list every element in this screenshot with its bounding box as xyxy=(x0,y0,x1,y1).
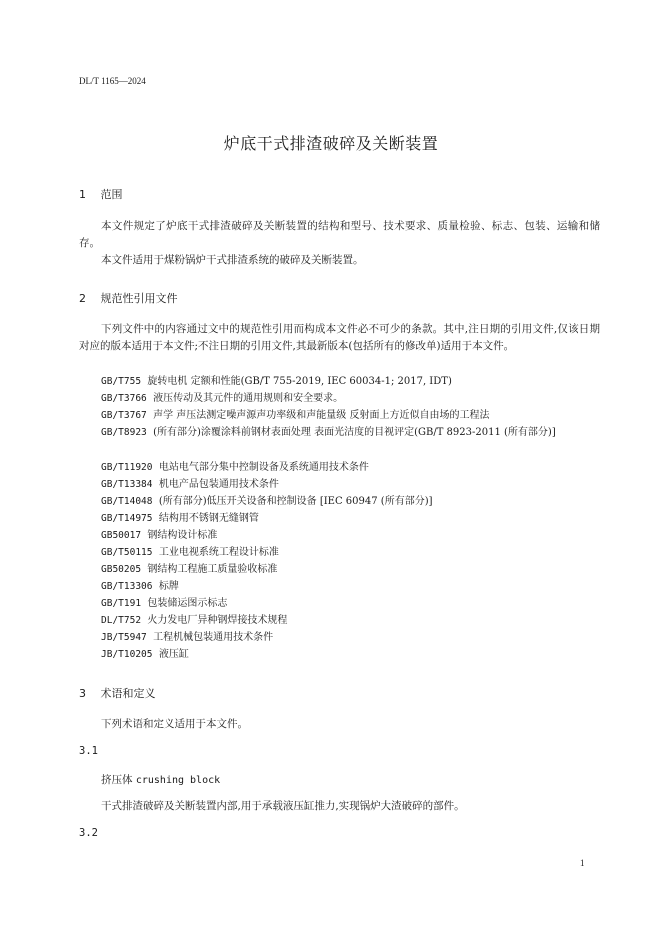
clause-number: 3.2 xyxy=(79,827,98,839)
reference-code: GB50205 xyxy=(101,564,142,575)
reference-code: GB/T50115 xyxy=(101,547,153,558)
term-english: crushing block xyxy=(135,775,221,786)
reference-code: GB/T3766 xyxy=(101,393,147,404)
section-number: 3 xyxy=(79,687,86,700)
paragraph: 下列文件中的内容通过文中的规范性引用而构成本文件必不可少的条款。其中,注日期的引用文件,仅该日期对应的版本适用于本文件;不注日期的引用文件,其最新版本(包括所有的修改单)适用于本文件。 xyxy=(79,323,600,352)
reference-code: GB/T13384 xyxy=(101,479,153,490)
reference-item xyxy=(79,646,600,663)
reference-title: (所有部分)涂覆涂料前钢材表面处理 表面光洁度的目视评定(GB/T 8923-2011 (所有部分)] xyxy=(153,427,556,438)
paragraph: 下列术语和定义适用于本文件。 xyxy=(101,718,248,730)
section-3-heading xyxy=(79,685,156,701)
reference-code: GB50017 xyxy=(101,530,142,541)
reference-title: 火力发电厂异种钢焊接技术规程 xyxy=(147,615,288,626)
reference-title: 包装储运图示标志 xyxy=(147,598,228,609)
reference-title: 机电产品包装通用技术条件 xyxy=(158,479,279,490)
clause-number: 3.1 xyxy=(79,745,98,757)
reference-title: 工程机械包装通用技术条件 xyxy=(153,632,274,643)
term-entry xyxy=(101,772,220,787)
section-number: 2 xyxy=(79,292,86,305)
paragraph: 本文件适用于煤粉锅炉干式排渣系统的破碎及关断装置。 xyxy=(101,254,364,266)
reference-item xyxy=(79,527,600,544)
reference-item xyxy=(79,544,600,561)
reference-title: (所有部分)低压开关设备和控制设备 [IEC 60947 (所有部分)] xyxy=(158,496,433,507)
reference-code: GB/T14048 xyxy=(101,496,153,507)
reference-code: GB/T8923 xyxy=(101,427,147,438)
reference-code: GB/T11920 xyxy=(101,462,153,473)
reference-title: 钢结构设计标准 xyxy=(147,530,218,541)
section-title: 规范性引用文件 xyxy=(100,292,178,305)
reference-item xyxy=(79,510,600,527)
reference-title: 钢结构工程施工质量验收标准 xyxy=(147,564,278,575)
reference-title: 工业电视系统工程设计标准 xyxy=(158,547,279,558)
section-2-heading xyxy=(79,290,178,306)
reference-code: GB/T14975 xyxy=(101,513,153,524)
reference-item xyxy=(79,612,600,629)
document-code: DL/T 1165—2024 xyxy=(79,76,146,86)
term-chinese: 挤压体 xyxy=(101,774,133,786)
reference-item xyxy=(79,390,600,407)
reference-item xyxy=(79,629,600,646)
reference-code: GB/T755 xyxy=(101,376,142,387)
reference-title: 标牌 xyxy=(158,581,179,592)
reference-item xyxy=(79,493,600,510)
reference-item xyxy=(79,578,600,595)
reference-code: JB/T5947 xyxy=(101,632,147,643)
section-number: 1 xyxy=(79,188,86,201)
section-title: 术语和定义 xyxy=(100,687,156,700)
reference-title: 声学 声压法测定噪声源声功率级和声能量级 反射面上方近似自由场的工程法 xyxy=(153,410,490,421)
reference-item xyxy=(79,561,600,578)
reference-item xyxy=(79,424,600,441)
reference-code: GB/T3767 xyxy=(101,410,147,421)
reference-title: 液压缸 xyxy=(158,649,189,660)
reference-title: 电站电气部分集中控制设备及系统通用技术条件 xyxy=(158,462,369,473)
reference-title: 液压传动及其元件的通用规则和安全要求。 xyxy=(153,393,344,404)
reference-code: GB/T13306 xyxy=(101,581,153,592)
reference-code: GB/T191 xyxy=(101,598,142,609)
reference-item xyxy=(79,459,600,476)
reference-item xyxy=(79,407,600,424)
reference-code: JB/T10205 xyxy=(101,649,153,660)
reference-code: DL/T752 xyxy=(101,615,142,626)
section-title: 范围 xyxy=(100,188,123,201)
reference-title: 结构用不锈钢无缝钢管 xyxy=(158,513,259,524)
reference-item xyxy=(79,373,600,390)
reference-title: 旋转电机 定额和性能(GB/T 755-2019, IEC 60034-1; 2017, IDT) xyxy=(147,376,452,387)
section-1-heading xyxy=(79,186,123,202)
paragraph: 本文件规定了炉底干式排渣破碎及关断装置的结构和型号、技术要求、质量检验、标志、包装、运输和储存。 xyxy=(79,220,600,249)
reference-item xyxy=(79,595,600,612)
page-title: 炉底干式排渣破碎及关断装置 xyxy=(223,134,439,153)
page-number: 1 xyxy=(580,858,585,868)
definition: 干式排渣破碎及关断装置内部,用于承载液压缸推力,实现锅炉大渣破碎的部件。 xyxy=(101,800,465,812)
reference-item xyxy=(79,476,600,493)
